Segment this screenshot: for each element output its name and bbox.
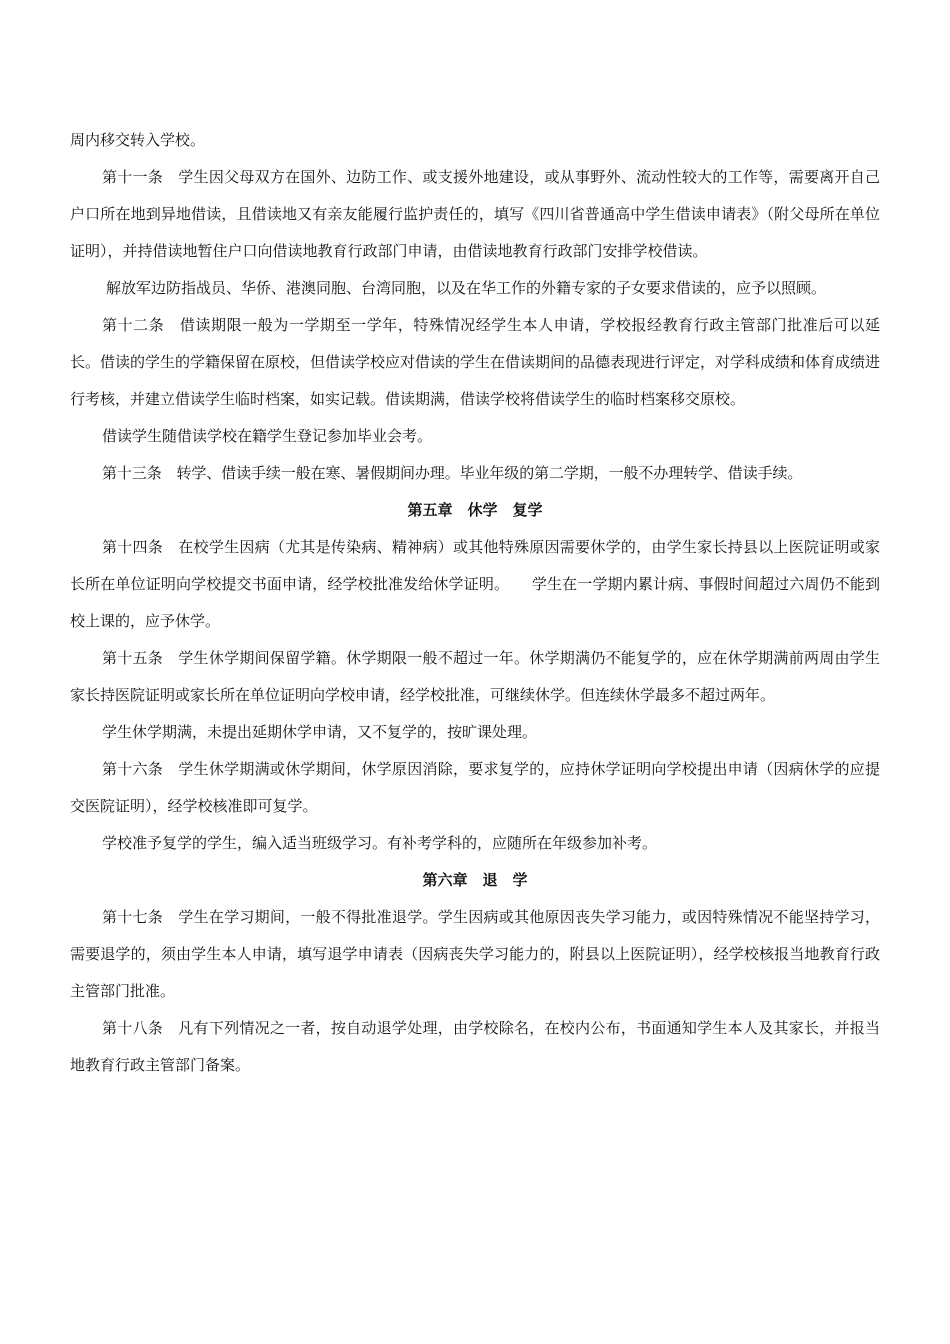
article-12: 第十二条 借读期限一般为一学期至一学年，特殊情况经学生本人申请，学校报经教育行政主管部门批准后可以延长。借读的学生的学籍保留在原校，但借读学校应对借读的学生在借读期间的品德表现进行评定，对学科成绩和体育成绩进行考核，并建立借读学生临时档案，如实记载。借读期满，借读学校将借读学生的临时档案移交原校。 bbox=[70, 316, 881, 408]
chapter-6-heading: 第六章 退 学 bbox=[422, 871, 528, 889]
chapter-5-heading: 第五章 休学 复学 bbox=[407, 501, 543, 519]
article-17: 第十七条 学生在学习期间，一般不得批准退学。学生因病或其他原因丧失学习能力，或因特殊情况不能坚持学习，需要退学的，须由学生本人申请，填写退学申请表（因病丧失学习能力的，附县以上医院证明），经学校核报当地教育行政主管部门批准。 bbox=[70, 908, 880, 1000]
article-14: 第十四条 在校学生因病（尤其是传染病、精神病）或其他特殊原因需要休学的，由学生家长持县以上医院证明或家长所在单位证明向学校提交书面申请，经学校批准发给休学证明。 学生在一学期内累计病、事假时间超过六周仍不能到校上课的，应予休学。 bbox=[70, 538, 880, 630]
article-16: 第十六条 学生休学期满或休学期间，休学原因消除，要求复学的，应持休学证明向学校提出申请（因病休学的应提交医院证明），经学校核准即可复学。 bbox=[70, 760, 880, 815]
article-11-supplement: 解放军边防指战员、华侨、港澳同胞、台湾同胞，以及在华工作的外籍专家的子女要求借读的，应予以照顾。 bbox=[106, 279, 827, 297]
article-11: 第十一条 学生因父母双方在国外、边防工作、或支援外地建设，或从事野外、流动性较大的工作等，需要离开自己户口所在地到异地借读，且借读地又有亲友能履行监护责任的，填写《四川省普通高中学生借读申请表》（附父母所在单位证明），并持借读地暂住户口向借读地教育行政部门申请，由借读地教育行政部门安排学校借读。 bbox=[70, 168, 880, 260]
article-18: 第十八条 凡有下列情况之一者，按自动退学处理，由学校除名，在校内公布，书面通知学生本人及其家长，并报当地教育行政主管部门备案。 bbox=[70, 1019, 880, 1074]
article-13: 第十三条 转学、借读手续一般在寒、暑假期间办理。毕业年级的第二学期，一般不办理转学、借读手续。 bbox=[102, 464, 803, 482]
paragraph-continuation: 周内移交转入学校。 bbox=[70, 131, 206, 149]
article-15: 第十五条 学生休学期间保留学籍。休学期限一般不超过一年。休学期满仍不能复学的，应在休学期满前两周由学生家长持医院证明或家长所在单位证明向学校申请，经学校批准，可继续休学。但连续休学最多不超过两年。 bbox=[70, 649, 880, 704]
document-body bbox=[70, 122, 880, 1084]
article-12-supplement: 借读学生随借读学校在籍学生登记参加毕业会考。 bbox=[102, 427, 433, 445]
article-15-supplement: 学生休学期满，未提出延期休学申请，又不复学的，按旷课处理。 bbox=[102, 723, 538, 741]
article-16-supplement: 学校准予复学的学生，编入适当班级学习。有补考学科的，应随所在年级参加补考。 bbox=[102, 834, 658, 852]
